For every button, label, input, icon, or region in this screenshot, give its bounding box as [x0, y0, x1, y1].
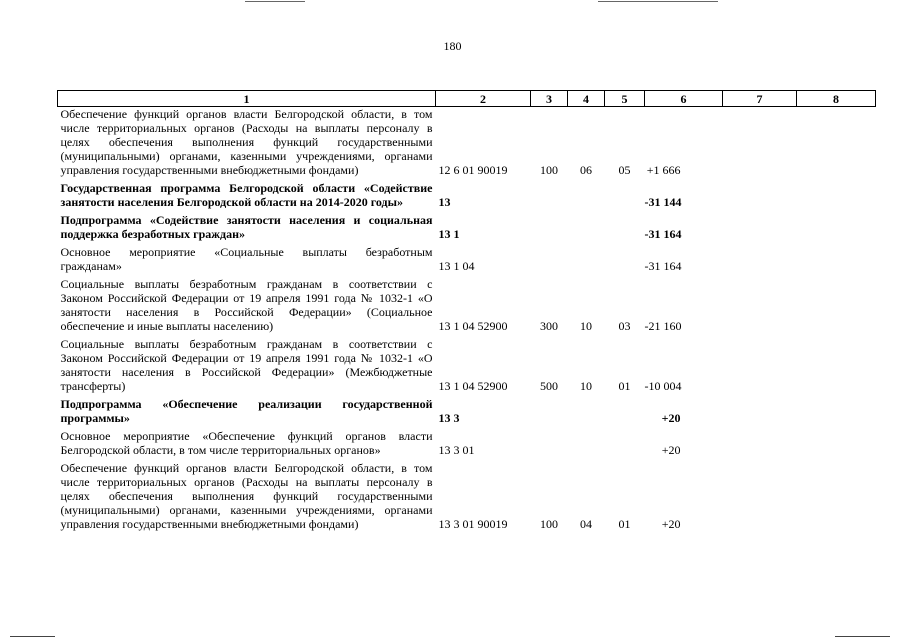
table-header-row — [58, 91, 876, 107]
header-col-6: 6 — [645, 91, 723, 107]
row-description: Обеспечение функций органов власти Белгородской области, в том числе территориальных органов (Расходы на выплаты персоналу в целях обеспечения выполнения функций государственными (муниципальными) органами, казенными учреждениями, органами управления государственными внебюджетными фондами) — [60, 107, 433, 177]
row-section: 04 — [580, 517, 592, 531]
row-amount: -10 004 — [644, 379, 682, 393]
row-expense-type: 100 — [540, 517, 558, 531]
row-col-8 — [797, 241, 876, 273]
budget-table — [57, 90, 876, 531]
row-col-7 — [723, 425, 797, 457]
row-section — [568, 241, 605, 273]
row-section — [568, 177, 605, 209]
row-amount: -31 164 — [644, 259, 682, 273]
row-code: 13 3 — [438, 411, 460, 425]
header-col-3: 3 — [531, 91, 568, 107]
row-col-7 — [723, 209, 797, 241]
row-expense-type — [531, 425, 568, 457]
row-subsection — [605, 177, 645, 209]
row-code: 13 1 04 52900 — [438, 379, 508, 393]
row-col-8 — [797, 209, 876, 241]
row-description: Социальные выплаты безработным гражданам в соответствии с Законом Российской Федерации от 19 апреля 1991 года № 1032-1 «О занятости населения в Российской Федерации» (Межбюджетные трансферты) — [60, 337, 433, 393]
row-col-7 — [723, 177, 797, 209]
header-col-7: 7 — [723, 91, 797, 107]
row-section: 06 — [580, 163, 592, 177]
row-expense-type: 500 — [540, 379, 558, 393]
row-expense-type: 100 — [540, 163, 558, 177]
row-section — [568, 393, 605, 425]
row-col-8 — [797, 273, 876, 333]
row-code: 13 — [438, 195, 451, 209]
row-amount: -21 160 — [644, 319, 682, 333]
row-col-7 — [723, 241, 797, 273]
row-subsection — [605, 425, 645, 457]
row-code: 13 3 01 — [438, 443, 475, 457]
row-code: 13 3 01 90019 — [438, 517, 508, 531]
row-description: Основное мероприятие «Социальные выплаты безработным гражданам» — [60, 245, 433, 273]
row-expense-type — [531, 241, 568, 273]
row-section: 10 — [580, 319, 592, 333]
row-subsection — [605, 241, 645, 273]
row-col-7 — [723, 457, 797, 531]
row-expense-type — [531, 177, 568, 209]
row-col-8 — [797, 393, 876, 425]
row-col-8 — [797, 425, 876, 457]
row-col-8 — [797, 457, 876, 531]
row-description: Обеспечение функций органов власти Белгородской области, в том числе территориальных органов (Расходы на выплаты персоналу в целях обеспечения выполнения функций государственными (муниципальными) органами, казенными учреждениями, органами управления государственными внебюджетными фондами) — [60, 461, 433, 531]
row-amount: -31 144 — [644, 195, 682, 209]
row-col-8 — [797, 333, 876, 393]
row-expense-type — [531, 209, 568, 241]
row-col-8 — [797, 107, 876, 178]
row-subsection — [605, 393, 645, 425]
row-amount: +1 666 — [646, 163, 681, 177]
scan-edge-top-left — [245, 1, 305, 2]
table-row — [58, 425, 876, 457]
row-expense-type — [531, 393, 568, 425]
table-body — [58, 107, 876, 532]
row-description: Подпрограмма «Обеспечение реализации государственной программы» — [60, 397, 433, 425]
scan-edge-left — [10, 636, 55, 637]
header-col-4: 4 — [568, 91, 605, 107]
row-amount: -31 164 — [644, 227, 682, 241]
table-row — [58, 209, 876, 241]
row-col-7 — [723, 107, 797, 178]
row-code: 13 1 04 52900 — [438, 319, 508, 333]
scan-edge-top-right — [598, 1, 718, 2]
scan-edge-right — [835, 636, 890, 637]
row-code: 13 1 04 — [438, 259, 475, 273]
header-col-5: 5 — [605, 91, 645, 107]
table-row — [58, 273, 876, 333]
header-col-8: 8 — [797, 91, 876, 107]
row-col-7 — [723, 333, 797, 393]
row-amount: +20 — [661, 411, 681, 425]
table-row — [58, 107, 876, 178]
row-amount: +20 — [661, 443, 681, 457]
row-col-8 — [797, 177, 876, 209]
row-section — [568, 209, 605, 241]
row-section: 10 — [580, 379, 592, 393]
row-description: Социальные выплаты безработным гражданам в соответствии с Законом Российской Федерации от 19 апреля 1991 года № 1032-1 «О занятости населения в Российской Федерации» (Социальное обеспечение и иные выплаты населению) — [60, 277, 433, 333]
header-col-2: 2 — [436, 91, 531, 107]
table-row — [58, 393, 876, 425]
row-description: Основное мероприятие «Обеспечение функций органов власти Белгородской области, в том числе территориальных органов» — [60, 429, 433, 457]
row-expense-type: 300 — [540, 319, 558, 333]
header-col-1: 1 — [58, 91, 436, 107]
row-subsection — [605, 209, 645, 241]
row-subsection: 01 — [618, 517, 631, 531]
row-section — [568, 425, 605, 457]
row-col-7 — [723, 273, 797, 333]
row-col-7 — [723, 393, 797, 425]
page-number: 180 — [443, 39, 462, 53]
row-subsection: 05 — [618, 163, 631, 177]
row-code: 12 6 01 90019 — [438, 163, 508, 177]
row-code: 13 1 — [438, 227, 460, 241]
row-subsection: 01 — [618, 379, 631, 393]
table-row — [58, 241, 876, 273]
table-row — [58, 333, 876, 393]
row-description: Подпрограмма «Содействие занятости населения и социальная поддержка безработных граждан» — [60, 213, 433, 241]
row-amount: +20 — [661, 517, 681, 531]
table-row — [58, 177, 876, 209]
row-subsection: 03 — [618, 319, 631, 333]
row-description: Государственная программа Белгородской области «Содействие занятости населения Белгородской области на 2014-2020 годы» — [60, 181, 433, 209]
table-row — [58, 457, 876, 531]
